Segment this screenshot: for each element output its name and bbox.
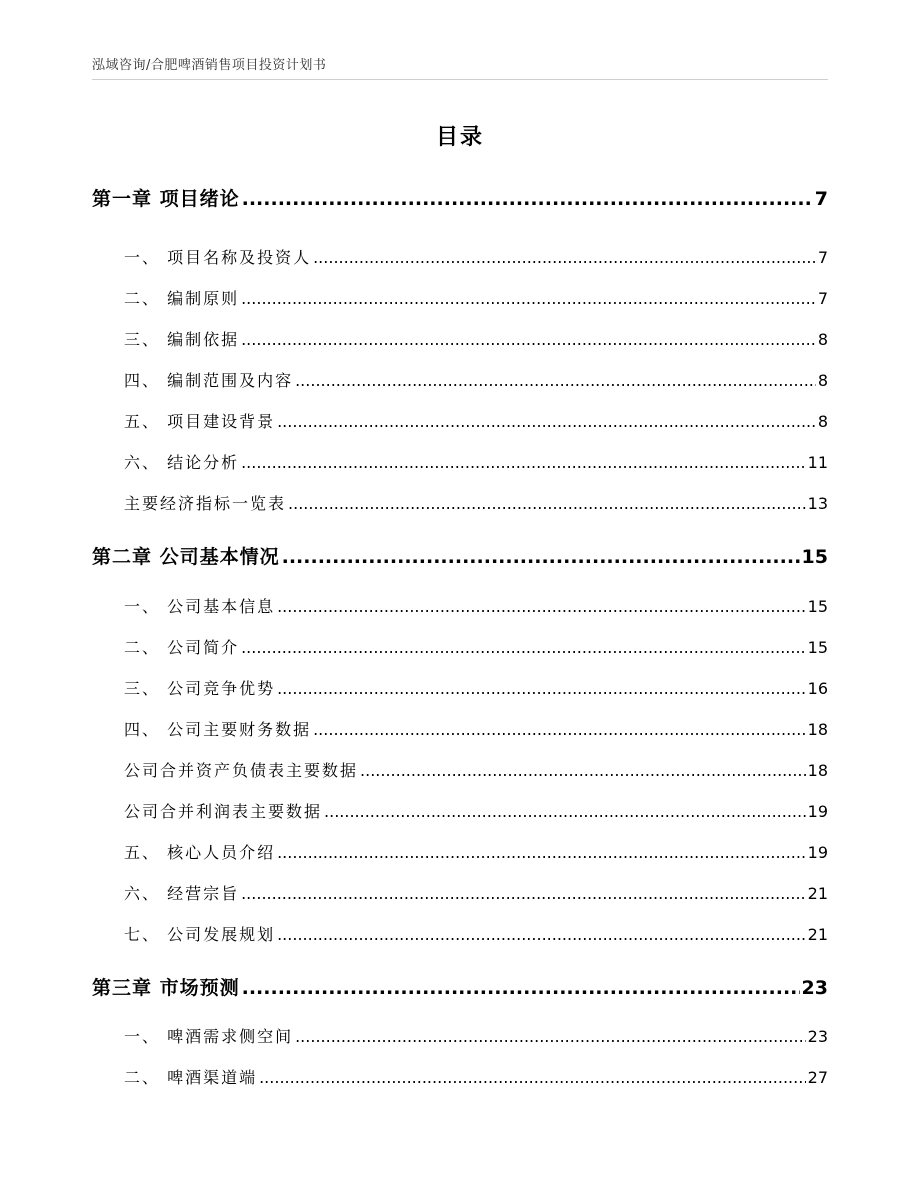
- toc-section-entry[interactable]: [124, 758, 828, 790]
- toc-entry-label: 四、 公司主要财务数据: [124, 720, 312, 739]
- toc-leader-dots: [241, 884, 806, 903]
- toc-entry-label: 三、 公司竞争优势: [124, 679, 276, 698]
- toc-page-number: 19: [807, 802, 828, 821]
- toc-section-entry[interactable]: [124, 676, 828, 708]
- toc-title: 目录: [435, 125, 484, 150]
- toc-leader-dots: [277, 843, 806, 862]
- toc-leader-dots: [360, 761, 806, 780]
- toc-section-entry[interactable]: [124, 799, 828, 831]
- toc-section-entry[interactable]: [124, 717, 828, 749]
- toc-leader-dots: [242, 188, 813, 210]
- toc-page-number: 27: [807, 1068, 828, 1087]
- toc-section-entry[interactable]: [124, 635, 828, 667]
- toc-section-entry[interactable]: [124, 286, 828, 318]
- toc-section-entry[interactable]: [124, 450, 828, 482]
- toc-entry-label: 二、 公司简介: [124, 638, 240, 657]
- toc-page-number: 21: [807, 925, 828, 944]
- toc-section-entry[interactable]: [124, 922, 828, 954]
- toc-page-number: 15: [807, 638, 828, 657]
- toc-page-number: 18: [807, 720, 828, 739]
- toc-entry-label: 公司合并利润表主要数据: [124, 802, 323, 821]
- toc-section-entry[interactable]: [124, 491, 828, 523]
- toc-page-number: 23: [801, 977, 828, 999]
- toc-leader-dots: [277, 597, 806, 616]
- toc-leader-dots: [241, 289, 816, 308]
- toc-entry-label: 公司合并资产负债表主要数据: [124, 761, 359, 780]
- toc-chapter-entry[interactable]: [92, 973, 828, 1005]
- toc-section-entry[interactable]: [124, 327, 828, 359]
- toc-section-entry[interactable]: [124, 409, 828, 441]
- toc-entry-label: 三、 编制依据: [124, 330, 240, 349]
- toc-entry-label: 二、 编制原则: [124, 289, 240, 308]
- toc-leader-dots: [259, 1068, 806, 1087]
- toc-entry-label: 五、 核心人员介绍: [124, 843, 276, 862]
- toc-page-number: 8: [817, 412, 828, 431]
- toc-entry-label: 二、 啤酒渠道端: [124, 1068, 258, 1087]
- toc-page-number: 8: [817, 371, 828, 390]
- toc-section-entry[interactable]: [124, 368, 828, 400]
- toc-chapter-entry[interactable]: [92, 184, 828, 216]
- toc-entry-label: 七、 公司发展规划: [124, 925, 276, 944]
- toc-page-number: 23: [807, 1027, 828, 1046]
- toc-leader-dots: [277, 925, 806, 944]
- toc-section-entry[interactable]: [124, 881, 828, 913]
- toc-section-entry[interactable]: [124, 245, 828, 277]
- toc-entry-label: 六、 经营宗旨: [124, 884, 240, 903]
- toc-page-number: 11: [807, 453, 828, 472]
- toc-entry-label: 四、 编制范围及内容: [124, 371, 294, 390]
- toc-section-entry[interactable]: [124, 1065, 828, 1097]
- toc-leader-dots: [295, 371, 816, 390]
- toc-page-number: 8: [817, 330, 828, 349]
- toc-entry-label: 第一章 项目绪论: [92, 188, 240, 210]
- toc-page-number: 7: [814, 188, 828, 210]
- toc-leader-dots: [295, 1027, 806, 1046]
- toc-leader-dots: [241, 453, 806, 472]
- toc-page-number: 16: [807, 679, 828, 698]
- header-divider: [92, 79, 828, 80]
- toc-leader-dots: [241, 330, 816, 349]
- toc-section-entry[interactable]: [124, 1024, 828, 1056]
- toc-page-number: 13: [807, 494, 828, 513]
- toc-leader-dots: [282, 546, 800, 568]
- toc-entry-label: 第三章 市场预测: [92, 977, 240, 999]
- toc-page-number: 21: [807, 884, 828, 903]
- toc-page-number: 7: [817, 248, 828, 267]
- running-header: 泓域咨询/合肥啤酒销售项目投资计划书: [92, 58, 327, 73]
- toc-page-number: 15: [801, 546, 828, 568]
- toc-leader-dots: [241, 638, 806, 657]
- toc-leader-dots: [277, 412, 816, 431]
- toc-leader-dots: [288, 494, 806, 513]
- toc-page-number: 7: [817, 289, 828, 308]
- toc-section-entry[interactable]: [124, 840, 828, 872]
- toc-entry-label: 一、 啤酒需求侧空间: [124, 1027, 294, 1046]
- toc-leader-dots: [313, 248, 816, 267]
- toc-entry-label: 第二章 公司基本情况: [92, 546, 280, 568]
- toc-entry-label: 主要经济指标一览表: [124, 494, 287, 513]
- toc-chapter-entry[interactable]: [92, 542, 828, 574]
- toc-leader-dots: [242, 977, 800, 999]
- toc-leader-dots: [313, 720, 806, 739]
- toc-entry-label: 五、 项目建设背景: [124, 412, 276, 431]
- toc-section-entry[interactable]: [124, 594, 828, 626]
- toc-leader-dots: [277, 679, 806, 698]
- toc-page-number: 19: [807, 843, 828, 862]
- toc-entry-label: 一、 项目名称及投资人: [124, 248, 312, 267]
- toc-page-number: 18: [807, 761, 828, 780]
- toc-leader-dots: [324, 802, 806, 821]
- toc-entry-label: 一、 公司基本信息: [124, 597, 276, 616]
- toc-page-number: 15: [807, 597, 828, 616]
- toc-entry-label: 六、 结论分析: [124, 453, 240, 472]
